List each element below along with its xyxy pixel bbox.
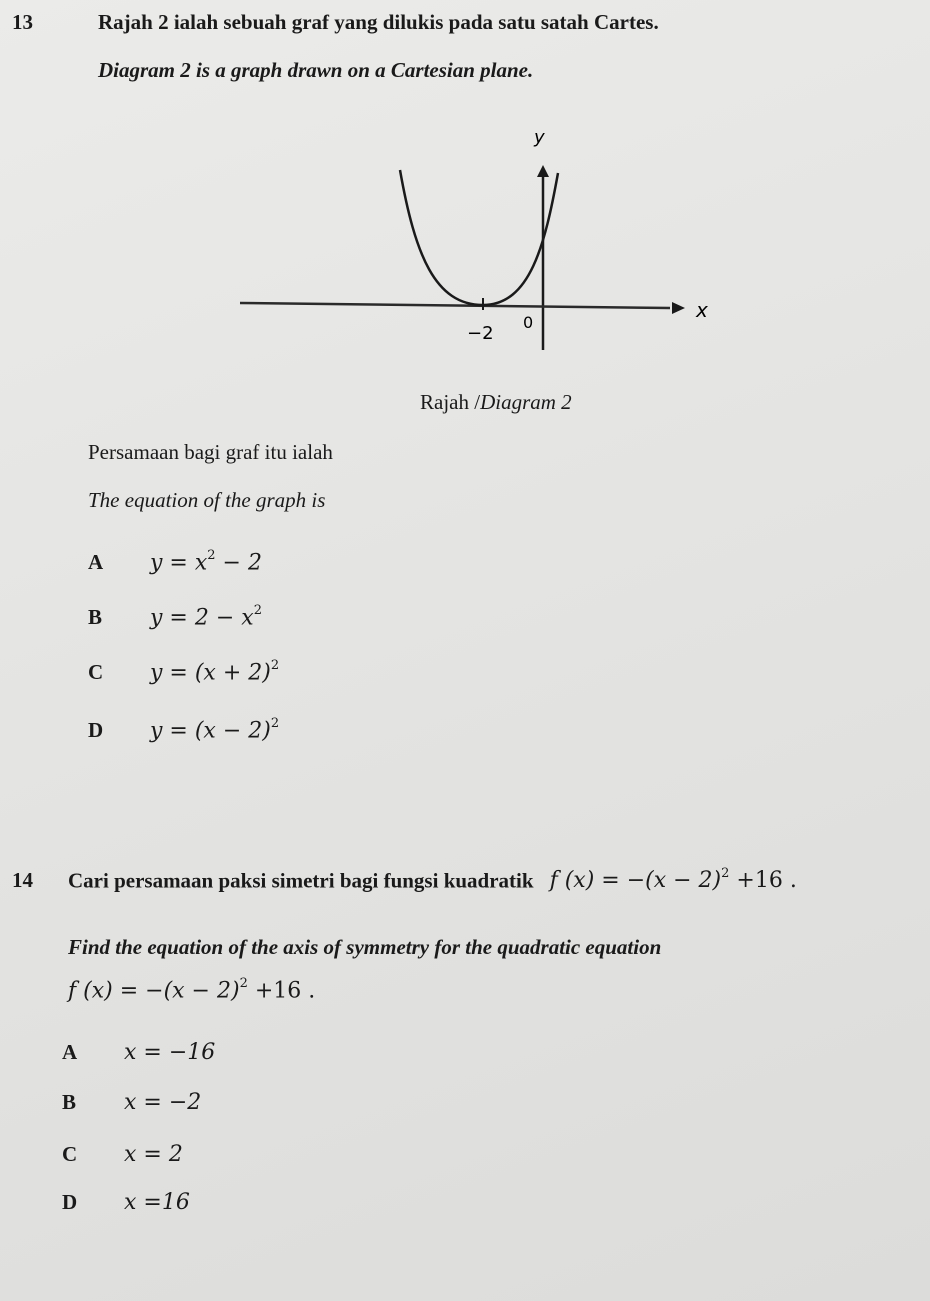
- x-axis-arrowhead: [672, 302, 685, 314]
- question-14-function-english: f $(x) = -(x - 2)^2 +16$ .: [68, 976, 316, 1004]
- tick-label-minus-2: −2: [467, 323, 494, 344]
- option-letter: C: [62, 1142, 78, 1166]
- option-formula: $y = 2 - x^2$: [150, 603, 262, 631]
- question-14-text-english: Find the equation of the axis of symmetry for the quadratic equation: [68, 935, 662, 959]
- option-letter: B: [88, 605, 103, 629]
- option-value: x = −2: [124, 1090, 202, 1115]
- q13-option-a[interactable]: [88, 548, 262, 576]
- option-value: x =16: [124, 1190, 190, 1215]
- diagram-caption: [420, 390, 572, 415]
- option-value: x = −16: [124, 1040, 216, 1065]
- question-13-text-english: Diagram 2 is a graph drawn on a Cartesian plane.: [98, 58, 534, 82]
- option-formula: $y = x^2 - 2$: [150, 548, 262, 576]
- question-13-text-malay: Rajah 2 ialah sebuah graf yang dilukis pada satu satah Cartes.: [98, 10, 659, 34]
- option-value: x = 2: [124, 1142, 183, 1167]
- x-axis: [240, 303, 670, 308]
- question-14-number: 14: [12, 868, 33, 892]
- question-14-text-malay-line: [68, 868, 797, 893]
- option-letter: A: [62, 1040, 78, 1064]
- diagram-2-graph: [230, 115, 730, 365]
- caption-english: Diagram 2: [480, 390, 572, 414]
- option-letter: A: [88, 550, 104, 574]
- q14-option-d[interactable]: [62, 1190, 190, 1215]
- question-13-number: 13: [12, 10, 33, 34]
- option-formula: $y = (x + 2)^2$: [150, 658, 280, 686]
- q13-option-b[interactable]: [88, 603, 262, 631]
- option-letter: D: [88, 718, 104, 742]
- q13-option-c[interactable]: [88, 658, 280, 686]
- question-14-text-malay: Cari persamaan paksi simetri bagi fungsi kuadratik: [68, 868, 534, 893]
- question-14-function-malay: f $(x) = -(x - 2)^2 +16$ .: [549, 866, 797, 894]
- option-letter: C: [88, 660, 104, 684]
- origin-label: 0: [523, 313, 534, 332]
- question-13-prompt-malay: Persamaan bagi graf itu ialah: [88, 440, 333, 464]
- y-axis-label: y: [534, 127, 545, 148]
- q14-option-b[interactable]: [62, 1090, 202, 1115]
- parabola-curve: [400, 170, 558, 305]
- q14-option-c[interactable]: [62, 1142, 183, 1167]
- option-letter: D: [62, 1190, 78, 1214]
- q14-option-a[interactable]: [62, 1040, 216, 1065]
- y-axis-arrowhead: [537, 165, 549, 177]
- x-axis-label: x: [696, 298, 708, 322]
- caption-malay: Rajah /: [420, 390, 481, 414]
- question-13-prompt-english: The equation of the graph is: [88, 488, 326, 512]
- q13-option-d[interactable]: [88, 716, 280, 744]
- option-formula: $y = (x - 2)^2$: [150, 716, 280, 744]
- option-letter: B: [62, 1090, 77, 1114]
